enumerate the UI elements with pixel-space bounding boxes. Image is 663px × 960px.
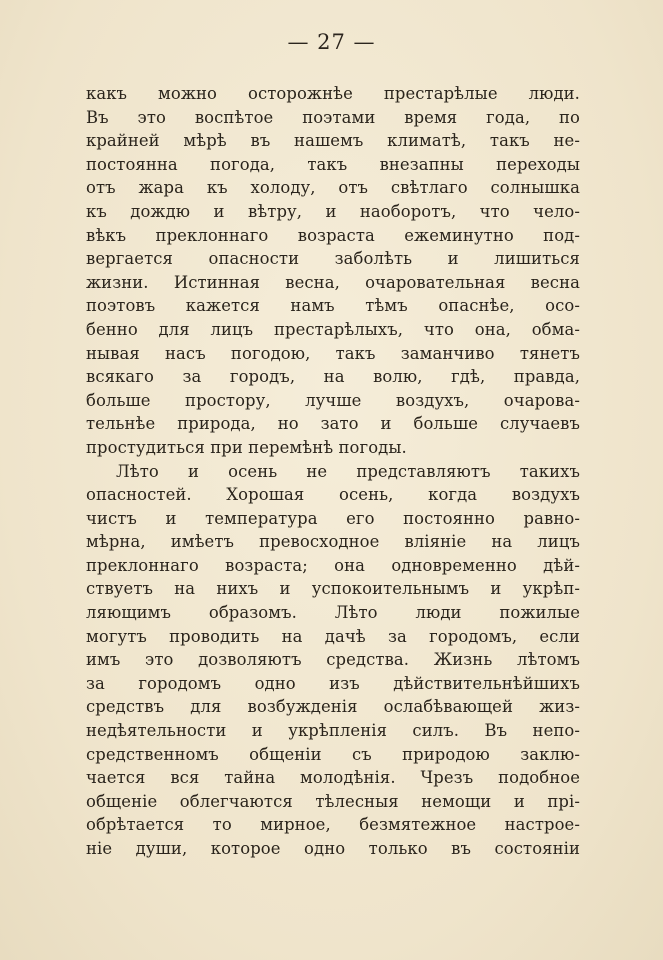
text-line: бенно для лицъ престарѣлыхъ, что она, обма- xyxy=(86,319,580,339)
text-line: больше простору, лучше воздухъ, очарова- xyxy=(86,390,580,410)
body-text xyxy=(86,82,580,861)
text-line: за городомъ одно изъ дѣйствительнѣйшихъ xyxy=(86,673,580,693)
text-line: ніе души, которое одно только въ состояніи xyxy=(86,839,580,858)
text-line: могутъ проводить на дачѣ за городомъ, если xyxy=(86,626,580,646)
text-line: чается вся тайна молодѣнія. Чрезъ подобное xyxy=(86,768,580,788)
text-line: недѣятельности и укрѣпленія силъ. Въ непо- xyxy=(86,721,580,741)
text-line: общеніе облегчаются тѣлесныя немощи и прі- xyxy=(86,791,580,811)
text-line: поэтовъ кажется намъ тѣмъ опаснѣе, осо- xyxy=(86,296,580,316)
text-line: Лѣто и осень не представляютъ такихъ xyxy=(116,461,580,481)
text-line: къ дождю и вѣтру, и наоборотъ, что чело- xyxy=(86,201,580,221)
text-line: обрѣтается то мирное, безмятежное настрое- xyxy=(86,815,580,835)
text-line: нывая насъ погодою, такъ заманчиво тянетъ xyxy=(86,343,580,363)
text-line: какъ можно осторожнѣе престарѣлые люди. xyxy=(86,84,580,103)
text-line: ляющимъ образомъ. Лѣто люди пожилые xyxy=(86,603,580,623)
text-line: чистъ и температура его постоянно равно- xyxy=(86,508,580,528)
text-line: имъ это дозволяютъ средства. Жизнь лѣтомъ xyxy=(86,650,580,670)
text-line: постоянна погода, такъ внезапны переходы xyxy=(86,154,580,174)
text-line: средствъ для возбужденія ослабѣвающей жиз- xyxy=(86,697,580,717)
text-line: опасностей. Хорошая осень, когда воздухъ xyxy=(86,485,580,505)
text-line: отъ жара къ холоду, отъ свѣтлаго солнышка xyxy=(86,178,580,198)
page-number: — 27 — xyxy=(287,30,376,54)
text-line: средственномъ общеніи съ природою заклю- xyxy=(86,744,580,764)
text-line: ствуетъ на нихъ и успокоительнымъ и укрѣп- xyxy=(86,579,580,599)
text-line: тельнѣе природа, но зато и больше случаевъ xyxy=(86,414,580,434)
text-line: простудиться при перемѣнѣ погоды. xyxy=(86,437,407,457)
text-line: преклоннаго возраста; она одновременно дѣй- xyxy=(86,555,580,575)
text-line: вѣкъ преклоннаго возраста ежеминутно под- xyxy=(86,225,580,245)
text-line: всякаго за городъ, на волю, гдѣ, правда, xyxy=(86,367,580,387)
text-line: мѣрна, имѣетъ превосходное вліяніе на лицъ xyxy=(86,532,580,552)
text-line: крайней мѣрѣ въ нашемъ климатѣ, такъ не- xyxy=(86,131,580,151)
text-line: жизни. Истинная весна, очаровательная весна xyxy=(86,272,580,292)
text-line: Въ это воспѣтое поэтами время года, по xyxy=(86,107,580,127)
text-line: вергается опасности заболѣть и лишиться xyxy=(86,249,580,269)
